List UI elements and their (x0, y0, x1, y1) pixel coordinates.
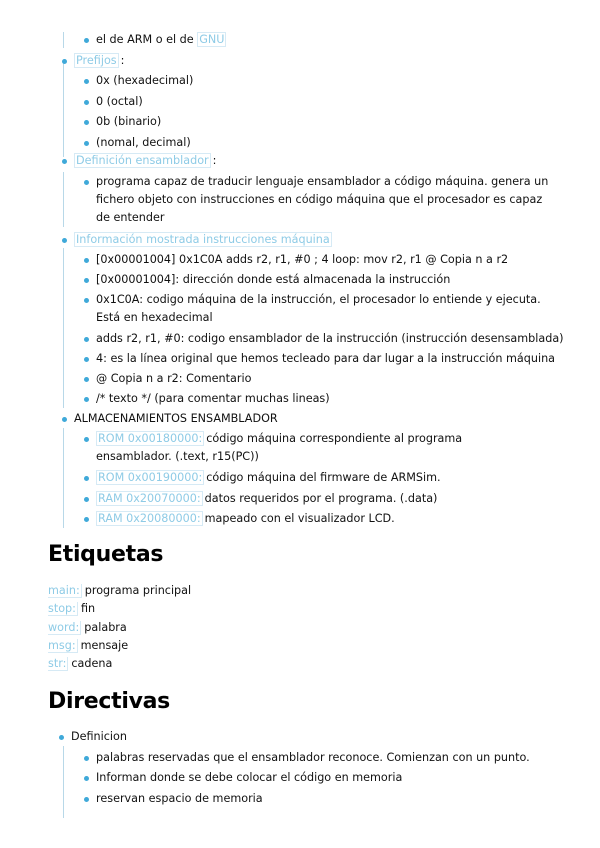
bullet-icon (84, 278, 89, 283)
list-item-definicion: Definicion (71, 730, 127, 743)
list-item (96, 430, 536, 466)
bullet-icon (84, 258, 89, 263)
list-item (96, 510, 395, 528)
bullet-icon (84, 437, 89, 442)
label-name: word: (48, 621, 80, 634)
list-item: [0x00001004]: dirección donde está almacenada la instrucción (96, 273, 451, 286)
bullet-icon (84, 100, 89, 105)
list-item: [0x00001004] 0x1C0A adds r2, r1, #0 ; 4 loop: mov r2, r1 @ Copia n a r2 (96, 253, 509, 266)
bullet-icon (62, 417, 67, 422)
label-description: cadena (71, 657, 113, 670)
bullet-icon (84, 38, 89, 43)
label-definition (48, 655, 112, 673)
bullet-icon (84, 337, 89, 342)
bullet-icon (84, 476, 89, 481)
memory-address-link[interactable]: RAM 0x20080000: (98, 512, 201, 525)
label-name: main: (48, 584, 80, 597)
list-item (96, 490, 437, 508)
label-name: str: (48, 657, 67, 670)
outline-guide-line (63, 746, 64, 818)
outline-guide-line (63, 248, 64, 408)
list-item: 4: es la línea original que hemos tecleado para dar lugar a la instrucción máquina (96, 352, 556, 365)
list-item: Informan donde se debe colocar el código en memoria (96, 771, 403, 784)
label-name: msg: (48, 639, 76, 652)
list-item: 0 (octal) (96, 95, 143, 108)
label-definition (48, 637, 128, 655)
list-item: 0x (hexadecimal) (96, 74, 194, 87)
bullet-icon (84, 357, 89, 362)
list-item-text: código máquina correspondiente al programa ensamblador. (.text, r15(PC)) (96, 432, 463, 463)
list-item-informacion (74, 231, 334, 249)
bullet-icon (84, 120, 89, 125)
memory-address-link[interactable]: ROM 0x00180000: (98, 432, 203, 445)
outline-guide-line (63, 428, 64, 528)
list-item: adds r2, r1, #0: codigo ensamblador de la instrucción (instrucción desensamblada) (96, 332, 564, 345)
bullet-icon (84, 776, 89, 781)
list-item (96, 31, 228, 49)
definicion-link[interactable]: Definición ensamblador (76, 154, 209, 167)
section-heading-etiquetas: Etiquetas (48, 542, 164, 567)
list-item-text: el de ARM o el de (96, 33, 194, 46)
section-heading-directivas: Directivas (48, 689, 170, 714)
informacion-link[interactable]: Información mostrada instrucciones máquina (76, 233, 330, 246)
list-item: (nomal, decimal) (96, 136, 191, 149)
bullet-icon (84, 517, 89, 522)
list-item-text: mapeado con el visualizador LCD. (204, 512, 395, 525)
outline-guide-line (63, 172, 64, 227)
label-name: stop: (48, 602, 76, 615)
list-item-text: código máquina del firmware de ARMSim. (206, 471, 441, 484)
label-definition (48, 582, 191, 600)
bullet-icon (84, 797, 89, 802)
outline-guide-line (63, 32, 64, 48)
label-description: fin (80, 602, 96, 615)
bullet-icon (84, 397, 89, 402)
bullet-icon (84, 756, 89, 761)
label-definition (48, 600, 95, 618)
list-item: programa capaz de traducir lenguaje ensamblador a código máquina. genera un fichero objeto con instrucciones en código máquina que el procesador es capaz de entender (96, 175, 549, 224)
label-description: mensaje (80, 639, 129, 652)
memory-address-link[interactable]: RAM 0x20070000: (98, 492, 201, 505)
bullet-icon (84, 180, 89, 185)
bullet-icon (62, 159, 67, 164)
label-description: programa principal (84, 584, 192, 597)
list-item-prefijos: Prefijos : (76, 54, 125, 67)
bullet-icon (84, 497, 89, 502)
label-definition (48, 619, 127, 637)
bullet-icon (62, 238, 67, 243)
bullet-icon (84, 298, 89, 303)
list-item-definicion: Definición ensamblador : (76, 154, 217, 167)
gnu-link[interactable]: GNU (199, 33, 225, 46)
memory-address-link[interactable]: ROM 0x00190000: (98, 471, 203, 484)
list-item-text: datos requeridos por el programa. (.data) (204, 492, 438, 505)
bullet-icon (84, 79, 89, 84)
prefijos-link[interactable]: Prefijos (76, 54, 117, 67)
bullet-icon (84, 377, 89, 382)
list-item: /* texto */ (para comentar muchas lineas) (96, 392, 330, 405)
list-item: 0x1C0A: codigo máquina de la instrucción, el procesador lo entiende y ejecuta. Está en hexadecimal (96, 293, 541, 324)
list-item-almacenamientos: ALMACENAMIENTOS ENSAMBLADOR (74, 412, 278, 425)
list-item: palabras reservadas que el ensamblador reconoce. Comienzan con un punto. (96, 751, 530, 764)
list-item: @ Copia n a r2: Comentario (96, 372, 252, 385)
bullet-icon (84, 141, 89, 146)
list-item: reservan espacio de memoria (96, 792, 263, 805)
label-description: palabra (84, 621, 127, 634)
bullet-icon (62, 59, 67, 64)
list-item: 0b (binario) (96, 115, 162, 128)
list-item (96, 469, 441, 487)
bullet-icon (59, 735, 64, 740)
outline-guide-line (63, 62, 64, 157)
